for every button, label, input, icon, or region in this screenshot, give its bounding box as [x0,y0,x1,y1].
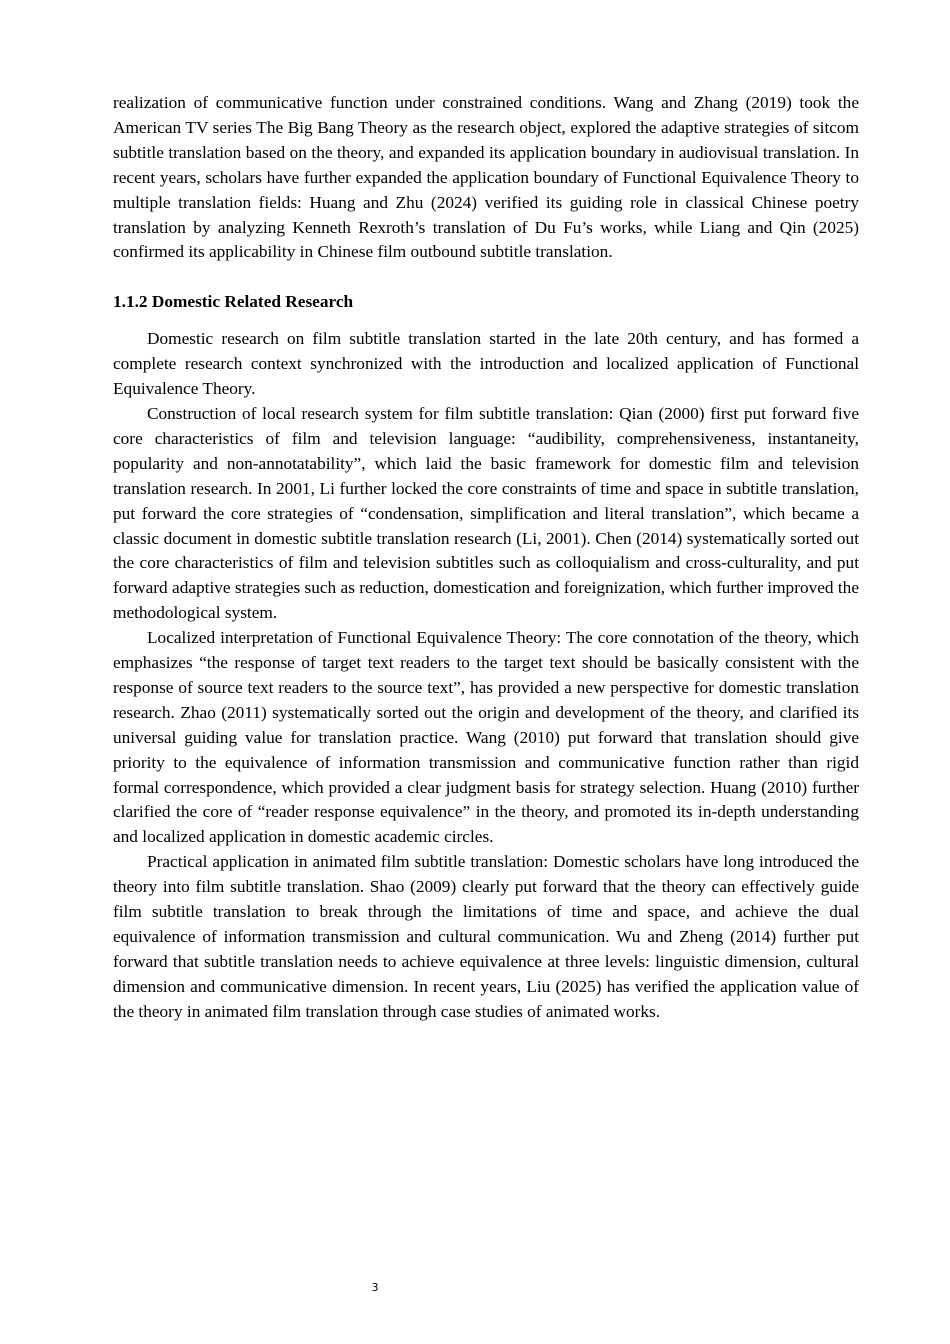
body-paragraph: Domestic research on film subtitle translation started in the late 20th century, and has formed a complete research context synchronized with the introduction and localized application of Functional Equivalence Theory. [113,329,859,399]
page-number: 3 [371,1281,379,1294]
body-paragraph: Localized interpretation of Functional Equivalence Theory: The core connotation of the theory, which emphasizes “the response of target text readers to the target text should be basically consistent with the response of source text readers to the source text”, has provided a new perspective for domestic translation research. Zhao (2011) systematically sorted out the origin and development of the theory, and clarified its universal guiding value for translation practice. Wang (2010) put forward that translation should give priority to the equivalence of information transmission and communicative function rather than rigid formal correspondence, which provided a clear judgment basis for strategy selection. Huang (2010) further clarified the core of “reader response equivalence” in the theory, and promoted its in-depth understanding and localized application in domestic academic circles. [113,628,859,847]
page-body [113,91,859,1025]
body-paragraph: Practical application in animated film subtitle translation: Domestic scholars have long introduced the theory into film subtitle translation. Shao (2009) clearly put forward that the theory can effectively guide film subtitle translation to break through the limitations of time and space, and achieve the dual equivalence of information transmission and cultural communication. Wu and Zheng (2014) further put forward that subtitle translation needs to achieve equivalence at three levels: linguistic dimension, cultural dimension and communicative dimension. In recent years, Liu (2025) has verified the application value of the theory in animated film translation through case studies of animated works. [113,852,859,1021]
continuation-paragraph: realization of communicative function under constrained conditions. Wang and Zhang (2019) took the American TV series The Big Bang Theory as the research object, explored the adaptive strategies of sitcom subtitle translation based on the theory, and expanded its application boundary in audiovisual translation. In recent years, scholars have further expanded the application boundary of Functional Equivalence Theory to multiple translation fields: Huang and Zhu (2024) verified its guiding role in classical Chinese poetry translation by analyzing Kenneth Rexroth’s translation of Du Fu’s works, while Liang and Qin (2025) confirmed its applicability in Chinese film outbound subtitle translation. [113,93,859,262]
section-heading: 1.1.2 Domestic Related Research [113,292,354,312]
body-paragraph: Construction of local research system for film subtitle translation: Qian (2000) first put forward five core characteristics of film and television language: “audibility, comprehensiveness, instantaneity, popularity and non-annotatability”, which laid the basic framework for domestic film and television translation research. In 2001, Li further locked the core constraints of time and space in subtitle translation, put forward the core strategies of “condensation, simplification and literal translation”, which became a classic document in domestic subtitle translation research (Li, 2001). Chen (2014) systematically sorted out the core characteristics of film and television subtitles such as colloquialism and cross-culturality, and put forward adaptive strategies such as reduction, domestication and foreignization, which further improved the methodological system. [113,403,859,623]
